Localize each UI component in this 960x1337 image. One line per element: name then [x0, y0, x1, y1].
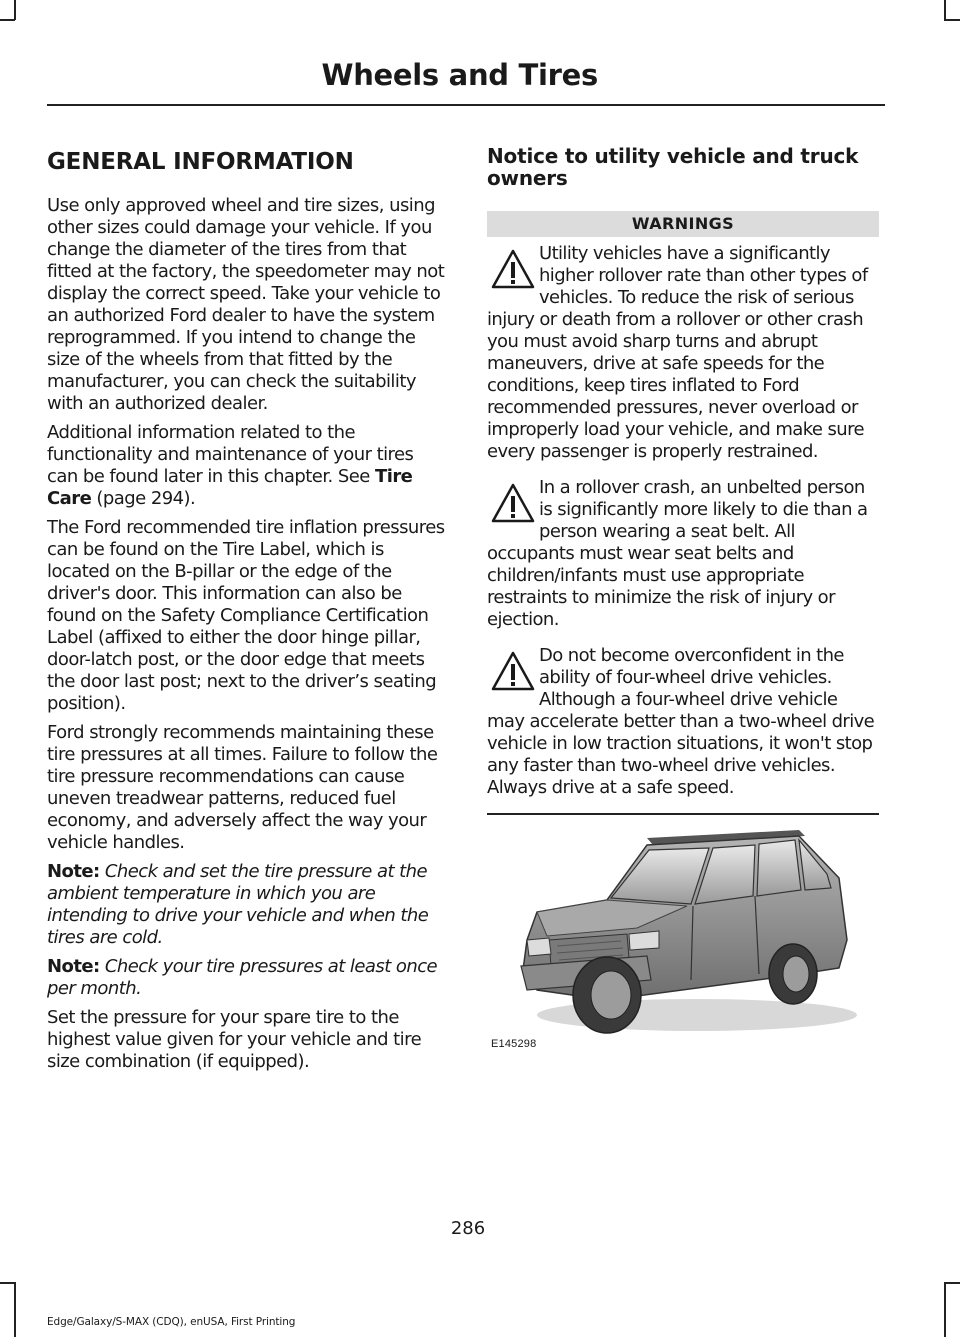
crop-mark — [14, 0, 16, 20]
suv-illustration — [487, 790, 879, 1060]
note — [47, 956, 447, 1000]
crop-mark — [944, 1282, 946, 1337]
crop-mark — [0, 1282, 15, 1284]
paragraph: Ford strongly recommends maintaining these tire pressures at all times. Failure to follow the tire pressure recommendations can cause uneven treadwear patterns, reduced fuel economy, and adversely affect the way your vehicle handles. — [47, 722, 438, 853]
note-text: Check your tire pressures at least once per month. — [47, 956, 438, 999]
section-heading: GENERAL INFORMATION — [47, 149, 354, 175]
note-text: Check and set the tire pressure at the ambient temperature in which you are intending to drive your vehicle and when the tires are cold. — [47, 861, 429, 948]
warnings-header: WARNINGS — [487, 211, 879, 237]
crop-mark — [944, 0, 946, 20]
warning-triangle-icon — [487, 647, 539, 709]
paragraph: The Ford recommended tire inflation pressures can be found on the Tire Label, which is located on the B-pillar or the edge of the driver's door. This information can also be found on the Safety Compliance Certification Label (affixed to either the door hinge pillar, door-latch post, or the door edge that meets the door last post; next to the driver’s seating position). — [47, 517, 445, 714]
warning-triangle-icon — [487, 245, 539, 307]
paragraph: Use only approved wheel and tire sizes, using other sizes could damage your vehicle. If you change the diameter of the tires from that fitted at the factory, the speedometer may not display the correct speed. Take your vehicle to an authorized Ford dealer to have the system reprogrammed. If you intend to change the size of the wheels from that fitted by the manufacturer, you can check the suitability with an authorized dealer. — [47, 195, 445, 414]
warning-text: In a rollover crash, an unbelted person is significantly more likely to die than a person wearing a seat belt. All occupants must wear seat belts and children/infants must use appropriate restraints to minimize the risk of injury or ejection. — [487, 477, 868, 630]
warning — [487, 243, 879, 463]
warning — [487, 477, 879, 631]
paragraph-text: Additional information related to the functionality and maintenance of your tires can be found later in this chapter. See — [47, 422, 414, 487]
warning-text: Utility vehicles have a significantly higher rollover rate than other types of vehicles. To reduce the risk of serious injury or death from a rollover or other crash you must avoid sharp turns and abrupt maneuvers, drive at safe speeds for the conditions, keep tires inflated to Ford recommended pressures, never overload or improperly load your vehicle, and make sure every passenger is properly restrained. — [487, 243, 868, 462]
figure-id: E145298 — [491, 1038, 537, 1050]
left-column — [47, 145, 447, 1080]
footer: Edge/Galaxy/S-MAX (CDQ), enUSA, First Printing — [47, 1316, 296, 1328]
section-heading: Notice to utility vehicle and truck owners — [487, 144, 859, 190]
suv-drawing — [487, 790, 879, 1060]
warning — [487, 645, 879, 799]
paragraph-text: (page 294). — [91, 488, 196, 509]
right-column — [487, 145, 879, 815]
note-label: Note: — [47, 861, 100, 882]
note-label: Note: — [47, 956, 100, 977]
crop-mark — [944, 19, 960, 21]
note — [47, 861, 447, 949]
warning-text: Do not become overconfident in the ability of four-wheel drive vehicles. Although a four-wheel drive vehicle may accelerate better than a two-wheel drive vehicle in low traction situations, it won't stop any faster than two-wheel drive vehicles. Always drive at a safe speed. — [487, 645, 875, 798]
crop-mark — [14, 1282, 16, 1337]
page-title: Wheels and Tires — [321, 58, 598, 92]
header-rule — [47, 104, 885, 106]
crop-mark — [0, 19, 15, 21]
paragraph-with-link — [47, 422, 447, 510]
tire-care-link[interactable]: Tire Care — [47, 466, 413, 509]
paragraph: Set the pressure for your spare tire to the highest value given for your vehicle and tire size combination (if equipped). — [47, 1007, 422, 1072]
warning-triangle-icon — [487, 479, 539, 541]
crop-mark — [944, 1282, 960, 1284]
page-number: 286 — [450, 1218, 486, 1239]
